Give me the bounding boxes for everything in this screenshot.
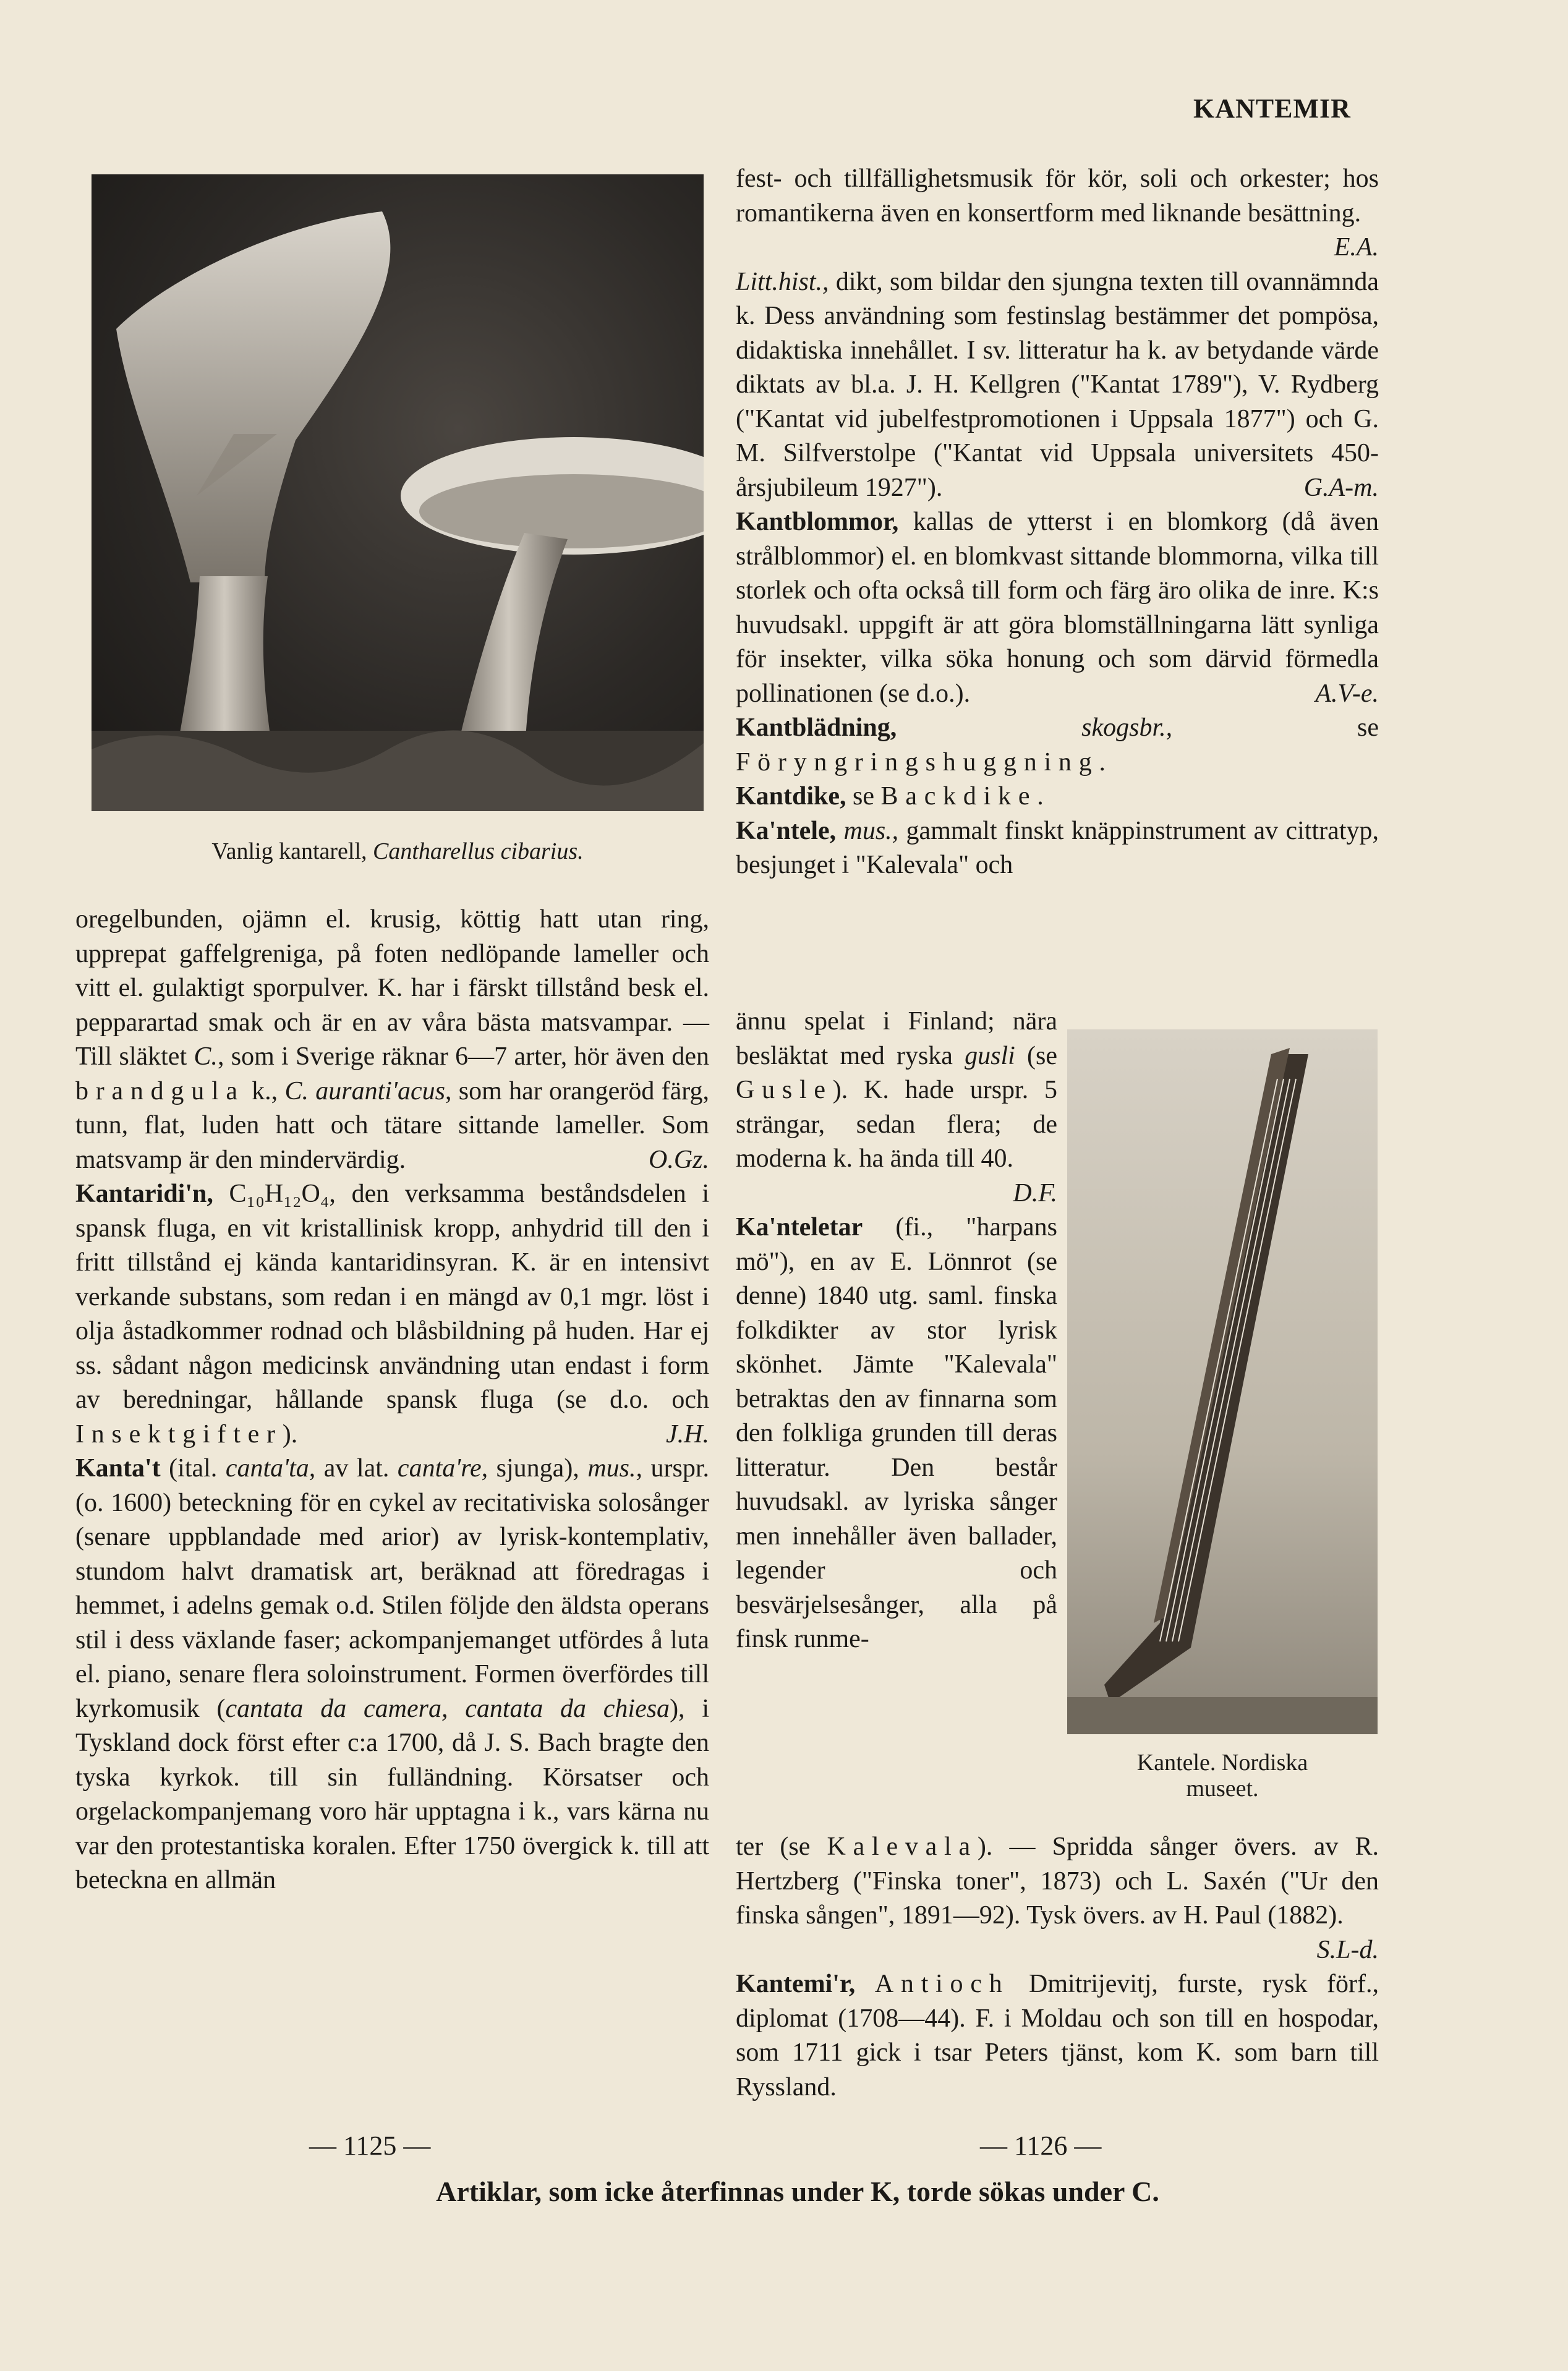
signature: O.Gz. — [648, 1145, 709, 1174]
signature: A.V-e. — [1315, 679, 1379, 708]
entry-kantele-intro: Ka'ntele, mus., gammalt finskt knäppinstrument av cittratyp, besjunget i "Kalevala" och — [736, 816, 1379, 879]
entry-kanteletar: Ka'nteletar (fi., "harpans mö"), en av E. Lönnrot (se denne) 1840 utg. saml. finska folkdikter av stor lyrisk skönhet. Jämte "Kalevala" betraktas den av finnarna som den folkliga grunden till deras litteratur. Den består huvudsakl. av lyriska sånger men innehåller även ballader, legender och besvärjelsesånger, alla på finsk runme- — [736, 1213, 1057, 1653]
left-column — [75, 903, 709, 1898]
kantat-litt: Litt.hist., dikt, som bildar den sjungna texten till ovannämnda k. Dess användning som festinslag bestämmer det pompösa, didaktiska innehållet. I sv. litteratur ha k. av betydande värde diktats av bl.a. J. H. Kellgren ("Kantat 1789"), V. Rydberg ("Kantat vid jubelfestpromotionen i Uppsala 1877") och G. M. Silfverstolpe ("Kantat vid Uppsala universitets 450-årsjubileum 1927"). G.A-m. — [736, 265, 1379, 506]
kantele-photo — [1067, 1029, 1378, 1734]
right-column-narrow — [736, 1005, 1057, 1657]
headword: Ka'nteletar — [736, 1213, 863, 1241]
right-column-bottom — [736, 1830, 1379, 2105]
entry-kantblommor: Kantblommor, kallas de ytterst i en blomkorg (då även strålblommor) el. en blomkvast sittande blommorna, vilka till storlek och ofta också till form och färg äro olika de inre. K:s huvudsakl. uppgift är att göra blomställningarna lätt synliga för insekter, vilka söka honung och som därvid förmedla pollinationen (se d.o.). A.V-e. — [736, 505, 1379, 711]
headword: Kantblädning, — [736, 713, 897, 742]
entry-kantat: Kanta't (ital. canta'ta, av lat. canta're, sjunga), mus., urspr. (o. 1600) beteckning för en cykel av recitativiska solosånger (senare uppblandade med arior) av lyrisk-kontemplativ, stundom halvt dramatisk art, beräknad att föredragas i hemmet, i adelns gemak o.d. Stilen följde den äldsta operans stil i dess växlande faser; ackompanjemanget utfördes å luta el. piano, senare flera soloinstrument. Formen överfördes till kyrkomusik (cantata da camera, cantata da chiesa), i Tyskland dock först efter c:a 1700, då J. S. Bach bragte den tyska kyrkok. till sin fulländning. Körsatser och orgelackompanjemang voro här upptagna i k., vars kärna nu var den protestantiska koralen. Efter 1750 övergick k. till att beteckna en allmän — [75, 1454, 710, 1894]
kantele-illustration — [1067, 1029, 1378, 1734]
chanterelle-illustration — [92, 174, 704, 811]
page-number-left: — 1125 — — [309, 2130, 431, 2161]
entry-kantaridin: Kantaridi'n, C₁₀H₁₂O₄, den verksamma beståndsdelen i spansk fluga, en vit kristallinisk kropp, anhydrid till den i fritt tillstånd ej kända kantaridinsyran. K. är en intensivt verkande substans, som redan i en mängd av 0,1 mgr. löst i olja åstadkommer rodnad och blåsbildning på huden. Har ej ss. sådant någon medicinsk användning utan endast i form av beredningar, hållande spansk fluga (se d.o. och Insektgifter). J.H. — [75, 1177, 709, 1452]
right-column-top — [736, 162, 1379, 883]
caption-line: museet. — [1186, 1776, 1259, 1802]
running-head: KANTEMIR — [1193, 93, 1351, 124]
headword: Kantaridi'n, — [75, 1180, 213, 1208]
entry-kantbladning: Kantblädning, skogsbr., se Föryngringshuggning. — [736, 713, 1379, 777]
signature: S.L-d. — [1316, 1935, 1379, 1964]
caption-taxon: Cantharellus cibarius. — [373, 838, 584, 864]
signature: J.H. — [666, 1420, 709, 1449]
footer-note: Artiklar, som icke återfinnas under K, torde sökas under C. — [436, 2176, 1159, 2207]
page-number-right: — 1126 — — [980, 2130, 1102, 2161]
headword: Kantdike, — [736, 782, 846, 811]
headword: Kantemi'r, — [736, 1970, 856, 1998]
headword: Kanta't — [75, 1454, 161, 1483]
kantele-caption — [1067, 1750, 1378, 1802]
signature: E.A. — [1334, 233, 1379, 262]
kantat-continuation: fest- och tillfällighetsmusik för kör, soli och orkester; hos romantikerna även en konsertform med liknande besättning. E.A. — [736, 162, 1379, 231]
caption-line: Kantele. Nordiska — [1136, 1750, 1308, 1776]
kantele-signature-line — [736, 1177, 1057, 1211]
headword: Kantblommor, — [736, 508, 899, 536]
signature: D.F. — [1013, 1178, 1057, 1207]
entry-kantdike: Kantdike, se Backdike. — [736, 782, 1044, 811]
caption-prefix: Vanlig kantarell, — [211, 838, 373, 864]
chanterelle-caption — [92, 838, 704, 865]
kanteletar-continuation: ter (se Kalevala). — Spridda sånger övers. av R. Hertzberg ("Finska toner", 1873) och L. Saxén ("Ur den finska sången", 1891—92). Tysk övers. av H. Paul (1882). S.L-d. — [736, 1830, 1379, 1933]
signature: G.A-m. — [1303, 473, 1379, 502]
kantarell-continuation: oregelbunden, ojämn el. krusig, köttig hatt utan ring, upprepat gaffelgreniga, på foten nedlöpande lameller och vitt el. gulaktigt sporpulver. K. har i färskt tillstånd besk el. pepparartad smak och är en av våra bästa matsvampar. — Till släktet C., som i Sverige räknar 6—7 arter, hör även den brandgula k., C. auranti'acus, som har orangeröd färg, tunn, flat, luden hatt och tätare sittande lameller. Som matsvamp är den mindervärdig. O.Gz. — [75, 903, 709, 1177]
entry-kantele-body: ännu spelat i Finland; nära besläktat med ryska gusli (se Gusle). K. hade urspr. 5 strängar, sedan flera; de moderna k. ha ända till 40. — [736, 1007, 1057, 1173]
headword: Ka'ntele, — [736, 816, 837, 845]
entry-kantemir: Kantemi'r, Antioch Dmitrijevitj, furste, rysk förf., diplomat (1708—44). F. i Moldau och son till en hospodar, som 1711 gick i tsar Peters tjänst, kom K. som barn till Ryssland. — [736, 1970, 1379, 2101]
chanterelle-photo — [92, 174, 704, 811]
